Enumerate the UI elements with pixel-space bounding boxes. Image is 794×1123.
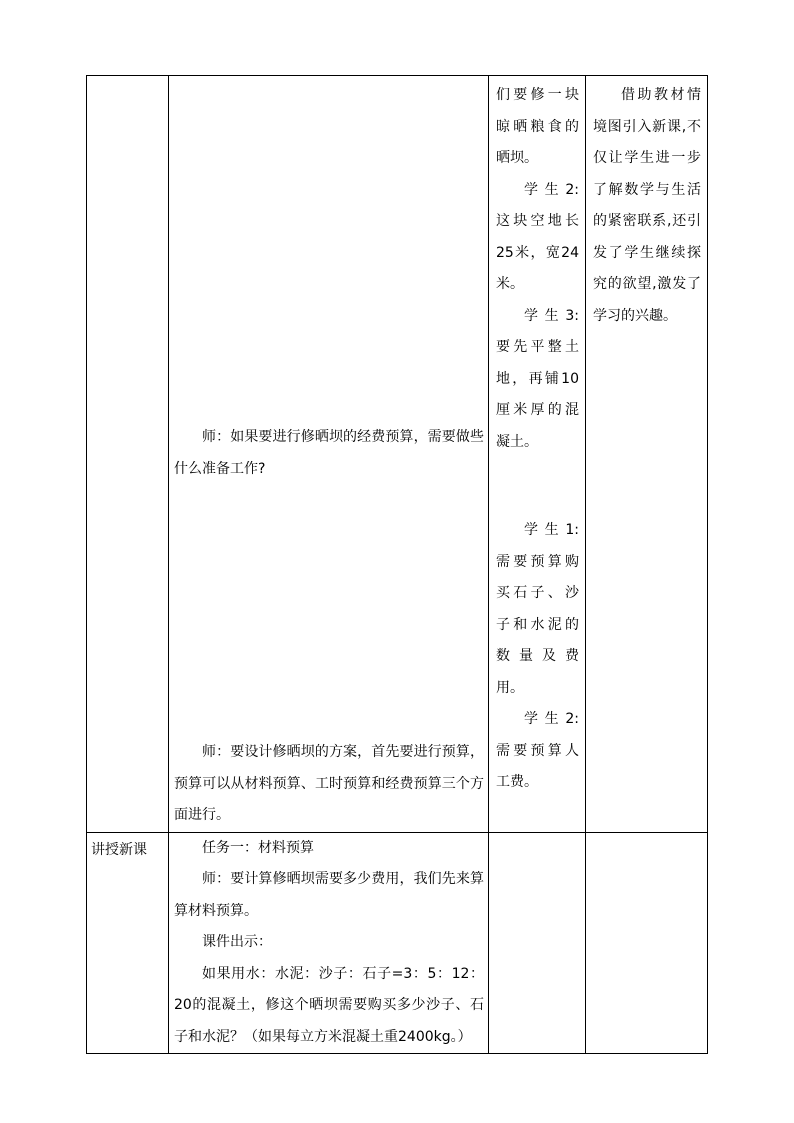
student-activity-cell — [489, 832, 586, 1054]
student-activity-cell — [489, 76, 586, 833]
student-line: 学生2:需要预算人工费。 — [496, 711, 579, 790]
design-intent-cell — [586, 832, 708, 1054]
design-intent-cell — [586, 76, 708, 833]
teacher-line: 师：如果要进行修晒坝的经费预算，需要做些什么准备工作? — [174, 429, 484, 477]
stage-cell-empty — [87, 76, 169, 833]
teacher-activity-cell — [169, 76, 489, 833]
problem-text: 如果用水：水泥：沙子：石子=3：5：12：20的混凝土，修这个晒坝需要购买多少沙子、石子和水泥？（如果每立方米混凝土重2400kg。） — [174, 965, 484, 1045]
student-line: 们要修一块晾晒粮食的晒坝。 — [496, 87, 579, 166]
table-row — [87, 76, 708, 833]
teacher-line: 师：要设计修晒坝的方案，首先要进行预算，预算可以从材料预算、工时预算和经费预算三个方面进行。 — [174, 744, 484, 823]
stage-label: 讲授新课 — [91, 841, 147, 858]
courseware-label: 课件出示： — [202, 934, 272, 950]
student-line: 学生1:需要预算购买石子、沙子和水泥的数量及费用。 — [496, 522, 579, 696]
teacher-activity-cell — [169, 832, 489, 1054]
task-heading: 任务一：材料预算 — [202, 839, 314, 856]
stage-cell — [87, 832, 169, 1054]
design-intent-text: 借助教材情境图引入新课,不仅让学生进一步了解数学与生活的紧密联系,还引发了学生继续探究的欲望,激发了学习的兴趣。 — [593, 87, 701, 324]
student-line: 学生3:要先平整土地，再铺10厘米厚的混凝土。 — [496, 307, 579, 450]
student-line: 学生2:这块空地长25米，宽24米。 — [496, 181, 579, 292]
lesson-plan-table — [86, 75, 708, 1054]
table-row — [87, 832, 708, 1054]
teacher-line: 师：要计算修晒坝需要多少费用，我们先来算算材料预算。 — [174, 871, 484, 919]
